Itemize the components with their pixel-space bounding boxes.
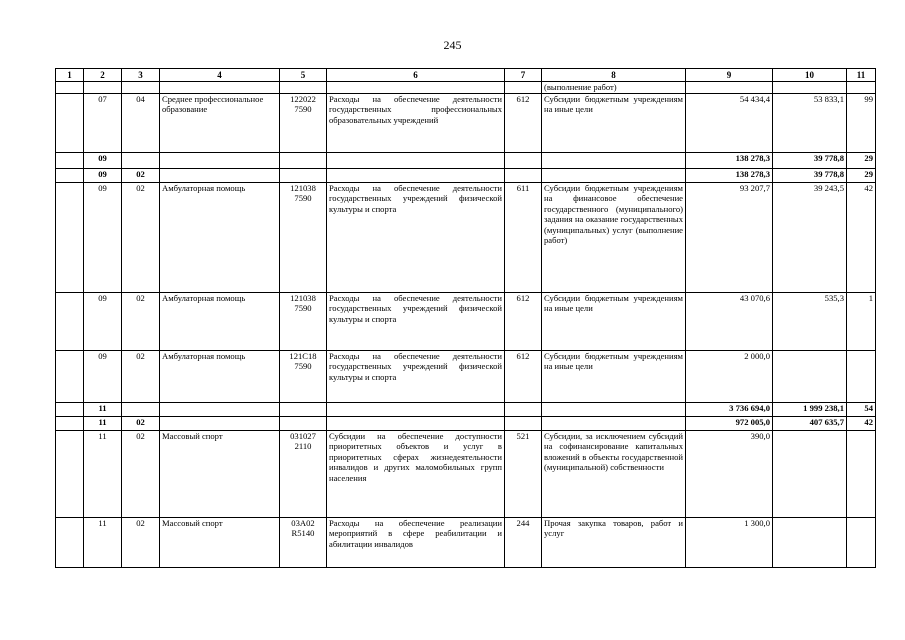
cell-fact: 407 635,7 (773, 417, 847, 431)
cell-section: 09 (84, 153, 122, 169)
cell-subsection: 04 (122, 94, 160, 153)
cell-plan: 54 434,4 (686, 94, 773, 153)
cell-section: 09 (84, 169, 122, 183)
cell-section: 09 (84, 293, 122, 351)
cell-percent: 54 (847, 403, 876, 417)
table-row (56, 417, 876, 431)
cell-section: 11 (84, 417, 122, 431)
cell-target-code: 031027 2110 (280, 431, 327, 518)
cell-section: 09 (84, 351, 122, 403)
cell-fact: 53 833,1 (773, 94, 847, 153)
cell-subsection: 02 (122, 351, 160, 403)
cell-plan: 93 207,7 (686, 183, 773, 293)
col-header: 10 (773, 69, 847, 82)
table-row (56, 518, 876, 568)
col-header: 9 (686, 69, 773, 82)
cell-expense-name: Расходы на обеспечение реализации мероприятий в сфере реабилитации и абилитации инвалидов (327, 518, 505, 568)
cell-fact: 39 778,8 (773, 169, 847, 183)
cell-target-code: 121С18 7590 (280, 351, 327, 403)
cell-plan: 972 005,0 (686, 417, 773, 431)
col-header: 7 (505, 69, 542, 82)
cell-kvr: 244 (505, 518, 542, 568)
table-row (56, 293, 876, 351)
cell-fact (773, 518, 847, 568)
cell-kvr-name: Субсидии бюджетным учреждениям на иные цели (542, 94, 686, 153)
cell-kvr-name: Субсидии бюджетным учреждениям на иные цели (542, 351, 686, 403)
cell-target-code: 03А02 R5140 (280, 518, 327, 568)
cell-percent: 29 (847, 169, 876, 183)
page-number: 245 (443, 38, 462, 52)
cell-expense-name: Расходы на обеспечение деятельности государственных учреждений физической культуры и спорта (327, 351, 505, 403)
cell-fact: 1 999 238,1 (773, 403, 847, 417)
cell-kvr: 521 (505, 431, 542, 518)
cell-kvr: 612 (505, 94, 542, 153)
cell-subsection-name: Массовый спорт (160, 431, 280, 518)
cell-expense-name: Расходы на обеспечение деятельности государственных профессиональных образовательных учреждений (327, 94, 505, 153)
cell-subsection: 02 (122, 417, 160, 431)
cell-expense-name: Расходы на обеспечение деятельности государственных учреждений физической культуры и спорта (327, 293, 505, 351)
cell-percent: 1 (847, 293, 876, 351)
col-header: 6 (327, 69, 505, 82)
cell-subsection-name: Амбулаторная помощь (160, 183, 280, 293)
col-header: 4 (160, 69, 280, 82)
table-row (56, 431, 876, 518)
cell-subsection (122, 403, 160, 417)
header-row (56, 69, 876, 82)
cell-subsection: 02 (122, 293, 160, 351)
cell-kvr-name: Субсидии бюджетным учреждениям на финансовое обеспечение государственного (муниципального) задания на оказание государственных (муниципальных) услуг (выполнение работ) (542, 183, 686, 293)
col-header: 1 (56, 69, 84, 82)
cell-fact (773, 351, 847, 403)
col-header: 8 (542, 69, 686, 82)
cell-subsection: 02 (122, 183, 160, 293)
cell-fact: 535,3 (773, 293, 847, 351)
cell-kvr-name: (выполнение работ) (542, 82, 686, 94)
cell-kvr: 612 (505, 351, 542, 403)
table-row (56, 153, 876, 169)
cell-percent: 42 (847, 183, 876, 293)
table-row (56, 351, 876, 403)
cell-percent: 42 (847, 417, 876, 431)
cell-subsection-name: Среднее профессиональное образование (160, 94, 280, 153)
col-header: 3 (122, 69, 160, 82)
cell-subsection-name: Амбулаторная помощь (160, 351, 280, 403)
cell-percent: 99 (847, 94, 876, 153)
cell-subsection: 02 (122, 169, 160, 183)
table-row (56, 403, 876, 417)
cell-plan: 43 070,6 (686, 293, 773, 351)
cell-target-code: 121038 7590 (280, 183, 327, 293)
cell-plan: 138 278,3 (686, 153, 773, 169)
cell-kvr-name: Субсидии бюджетным учреждениям на иные цели (542, 293, 686, 351)
cell-subsection: 02 (122, 431, 160, 518)
cell-fact (773, 431, 847, 518)
cell-plan: 2 000,0 (686, 351, 773, 403)
cell-percent: 29 (847, 153, 876, 169)
cell-fact: 39 243,5 (773, 183, 847, 293)
table-row (56, 169, 876, 183)
cell-expense-name: Расходы на обеспечение деятельности государственных учреждений физической культуры и спорта (327, 183, 505, 293)
col-header: 5 (280, 69, 327, 82)
cell-kvr: 611 (505, 183, 542, 293)
cell-target-code: 121038 7590 (280, 293, 327, 351)
cell-subsection: 02 (122, 518, 160, 568)
cell-percent (847, 518, 876, 568)
cell-section: 11 (84, 403, 122, 417)
cell-section: 07 (84, 94, 122, 153)
cell-kvr-name: Прочая закупка товаров, работ и услуг (542, 518, 686, 568)
cell-target-code: 122022 7590 (280, 94, 327, 153)
cell-percent (847, 351, 876, 403)
cell-section: 09 (84, 183, 122, 293)
cell-percent (847, 431, 876, 518)
budget-table (55, 68, 876, 568)
cell-section: 11 (84, 431, 122, 518)
cell-subsection-name: Массовый спорт (160, 518, 280, 568)
cell-section: 11 (84, 518, 122, 568)
cell-kvr: 612 (505, 293, 542, 351)
table-row (56, 94, 876, 153)
cell-plan: 3 736 694,0 (686, 403, 773, 417)
col-header: 2 (84, 69, 122, 82)
cell-expense-name: Субсидии на обеспечение доступности приоритетных объектов и услуг в приоритетных сферах жизнедеятельности инвалидов и других маломобильных групп населения (327, 431, 505, 518)
cell-subsection-name: Амбулаторная помощь (160, 293, 280, 351)
cell-fact: 39 778,8 (773, 153, 847, 169)
table-row (56, 82, 876, 94)
table-row (56, 183, 876, 293)
cell-plan: 1 300,0 (686, 518, 773, 568)
col-header: 11 (847, 69, 876, 82)
cell-plan: 390,0 (686, 431, 773, 518)
cell-kvr-name: Субсидии, за исключением субсидий на софинансирование капитальных вложений в объекты государственной (муниципальной) собственности (542, 431, 686, 518)
cell-plan: 138 278,3 (686, 169, 773, 183)
cell-subsection (122, 153, 160, 169)
